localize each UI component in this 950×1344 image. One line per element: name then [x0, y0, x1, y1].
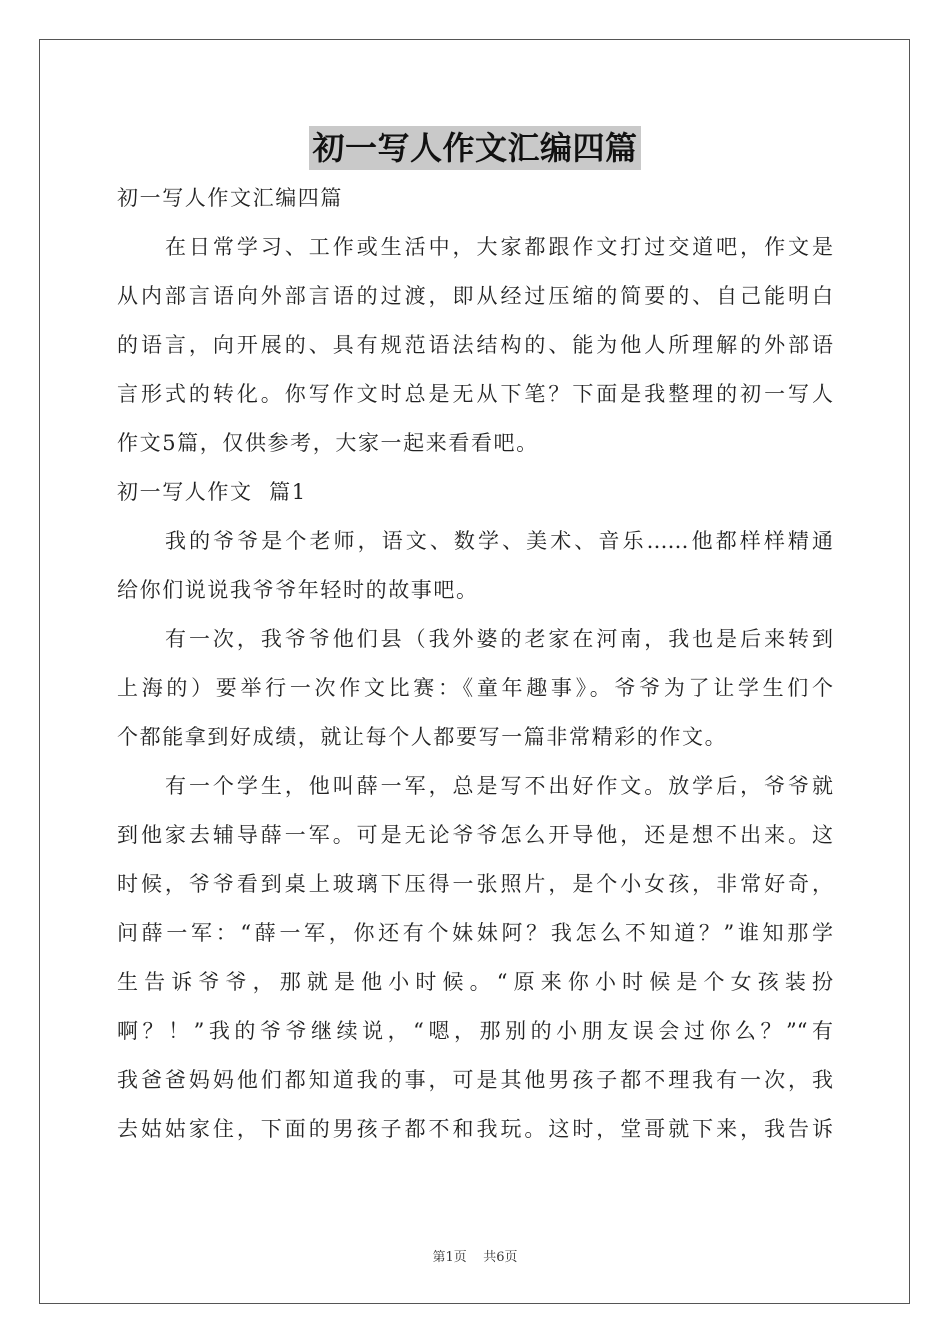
- page-number: 第1页: [432, 1250, 467, 1265]
- paragraph-line: 的语言，向开展的、具有规范语法结构的、能为他人所理解的外部语: [117, 333, 833, 357]
- paragraph-line: 有一次，我爷爷他们县（我外婆的老家在河南，我也是后来转到: [165, 627, 833, 651]
- paragraph-line: 给你们说说我爷爷年轻时的故事吧。: [117, 578, 479, 602]
- document-title: 初一写人作文汇编四篇: [309, 126, 640, 170]
- paragraph-line: 在日常学习、工作或生活中，大家都跟作文打过交道吧，作文是: [165, 235, 833, 259]
- page-total: 共6页: [483, 1250, 518, 1265]
- paragraph-line: 从内部言语向外部言语的过渡，即从经过压缩的简要的、自己能明白: [117, 284, 833, 308]
- subtitle-line: 初一写人作文汇编四篇: [117, 186, 343, 210]
- paragraph-line: 个都能拿到好成绩，就让每个人都要写一篇非常精彩的作文。: [117, 725, 728, 749]
- page-footer: [0, 1246, 950, 1265]
- section-heading: 初一写人作文 篇1: [117, 480, 307, 504]
- paragraph-line: 问薛一军：“薛一军，你还有个妹妹阿？我怎么不知道？”谁知那学: [117, 921, 833, 945]
- paragraph-line: 作文5篇，仅供参考，大家一起来看看吧。: [117, 431, 539, 455]
- paragraph-line: 有一个学生，他叫薛一军，总是写不出好作文。放学后，爷爷就: [165, 774, 833, 798]
- paragraph-line: 我爸爸妈妈他们都知道我的事，可是其他男孩子都不理我有一次，我: [117, 1068, 833, 1092]
- paragraph-line: 上海的）要举行一次作文比赛：《童年趣事》。爷爷为了让学生们个: [117, 676, 833, 700]
- paragraph-line: 到他家去辅导薛一军。可是无论爷爷怎么开导他，还是想不出来。这: [117, 823, 833, 847]
- paragraph-line: 生告诉爷爷，那就是他小时候。“原来你小时候是个女孩装扮: [117, 970, 833, 994]
- document-body: [117, 174, 833, 1154]
- paragraph-line: 去姑姑家住，下面的男孩子都不和我玩。这时，堂哥就下来，我告诉: [117, 1117, 833, 1141]
- paragraph-line: 时候，爷爷看到桌上玻璃下压得一张照片，是个小女孩，非常好奇，: [117, 872, 833, 896]
- paragraph-line: 我的爷爷是个老师，语文、数学、美术、音乐……他都样样精通: [165, 529, 833, 553]
- title-container: [0, 126, 950, 170]
- paragraph-line: 啊？！”我的爷爷继续说，“嗯，那别的小朋友误会过你么？”“有: [117, 1019, 833, 1043]
- paragraph-line: 言形式的转化。你写作文时总是无从下笔？下面是我整理的初一写人: [117, 382, 833, 406]
